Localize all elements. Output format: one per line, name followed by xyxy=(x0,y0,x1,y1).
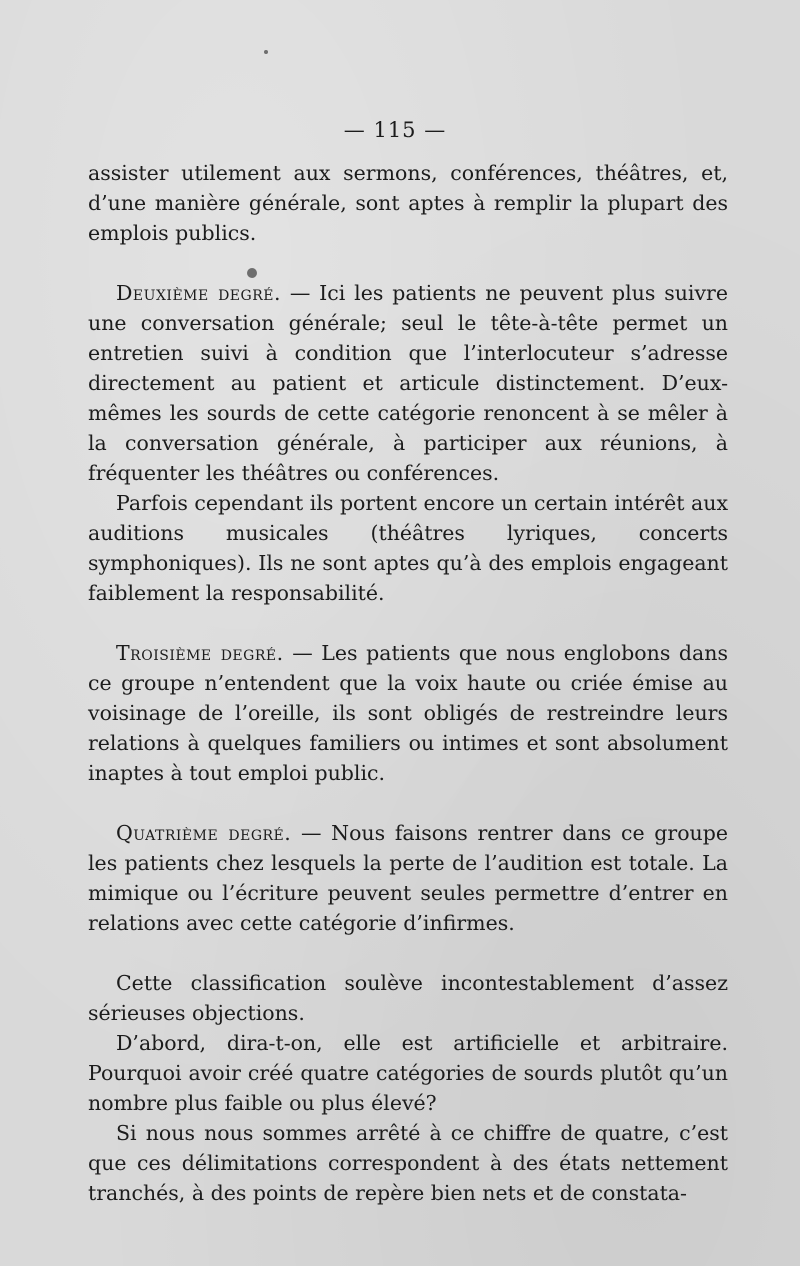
paragraph-justification: Si nous nous sommes arrêté à ce chiffre de quatre, c’est que ces délimitations correspondent à des états nettement tranchés, à des points de repère bien nets et de constata- xyxy=(88,1121,728,1205)
paragraph-auditions: Parfois cependant ils portent encore un certain intérêt aux auditions musicales (théâtres lyriques, concerts symphoniques). Ils ne sont aptes qu’à des emplois engageant faiblement la responsabilité. xyxy=(88,491,729,605)
page-number: — 115 — xyxy=(343,118,447,142)
paragraph-gap xyxy=(88,608,728,638)
paragraph-deuxieme-degre xyxy=(88,278,728,488)
ink-speck xyxy=(264,50,268,54)
section-heading: Deuxième degré. xyxy=(116,281,281,305)
paragraph-body: — Ici les patients ne peuvent plus suivre une conversation générale; seul le tête-à-tête permet un entretien suivi à condition que l’interlocuteur s’adresse directement au patient et articule distinctement. D’eux-mêmes les sourds de cette catégorie renoncent à se mêler à la conversation générale, à participer aux réunions, à fréquenter les théâtres ou conférences. xyxy=(88,281,728,485)
paragraph-gap xyxy=(88,788,728,818)
section-heading: Troisième degré. xyxy=(116,641,284,665)
body-text xyxy=(88,158,728,1208)
section-heading: Quatrième degré. xyxy=(116,821,292,845)
paragraph-quatrieme-degre xyxy=(88,818,728,938)
paragraph-gap xyxy=(88,248,728,278)
paragraph-gap xyxy=(88,938,728,968)
paragraph-troisieme-degre xyxy=(88,638,728,788)
paragraph-body: — Les patients que nous englobons dans ce groupe n’entendent que la voix haute ou criée émise au voisinage de l’oreille, ils sont obligés de restreindre leurs relations à quelques familiers ou intimes et sont absolument inaptes à tout emploi public. xyxy=(88,641,728,785)
paragraph-objection: D’abord, dira-t-on, elle est artificielle et arbitraire. Pourquoi avoir créé quatre catégories de sourds plutôt qu’un nombre plus faible ou plus élevé? xyxy=(88,1031,728,1115)
paragraph-classification: Cette classification soulève incontestablement d’assez sérieuses objections. xyxy=(88,971,728,1025)
paragraph-continuation: assister utilement aux sermons, conférences, théâtres, et, d’une manière générale, sont aptes à remplir la plupart des emplois publics. xyxy=(88,161,728,245)
paragraph-body: — Nous faisons rentrer dans ce groupe les patients chez lesquels la perte de l’audition est totale. La mimique ou l’écriture peuvent seules permettre d’entrer en relations avec cette catégorie d’infirmes. xyxy=(88,821,729,935)
